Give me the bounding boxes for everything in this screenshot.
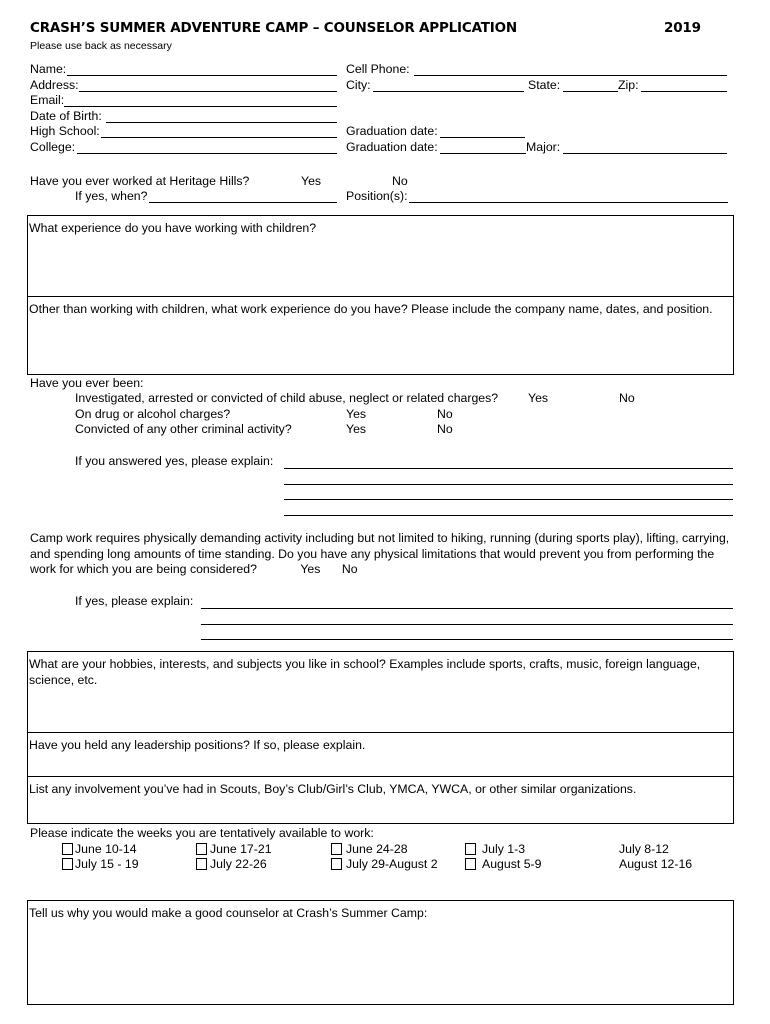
- week-checkbox[interactable]: [465, 843, 476, 855]
- college-graduation-field[interactable]: [440, 153, 526, 154]
- year-label: 2019: [664, 20, 701, 36]
- city-label: City:: [346, 78, 371, 92]
- state-label: State:: [528, 78, 561, 92]
- background-explain-line[interactable]: [284, 484, 733, 485]
- background-explain-line[interactable]: [284, 468, 733, 469]
- week-label: August 5-9: [482, 857, 542, 871]
- hs-graduation-field[interactable]: [440, 137, 525, 138]
- physical-explain-line[interactable]: [201, 624, 733, 625]
- heritage-yes[interactable]: Yes: [301, 174, 322, 188]
- leadership-box[interactable]: [27, 732, 734, 777]
- college-label: College:: [30, 140, 76, 154]
- background-q1-yes[interactable]: Yes: [528, 391, 549, 405]
- week-checkbox[interactable]: [331, 858, 342, 870]
- week-checkbox[interactable]: [196, 858, 207, 870]
- background-q1-no[interactable]: No: [619, 391, 635, 405]
- week-label: July 1-3: [482, 842, 526, 856]
- dob-label: Date of Birth:: [30, 109, 102, 123]
- state-field[interactable]: [563, 91, 618, 92]
- physical-explain-label: If yes, please explain:: [75, 594, 194, 608]
- high-school-label: High School:: [30, 124, 100, 138]
- hobbies-box[interactable]: [27, 651, 734, 733]
- week-label: August 12-16: [619, 857, 693, 871]
- email-field[interactable]: [64, 106, 337, 107]
- heritage-when-field[interactable]: [149, 202, 337, 203]
- children-experience-prompt: What experience do you have working with children?: [29, 221, 317, 235]
- good-counselor-box[interactable]: [27, 900, 734, 1005]
- page-title: CRASH’S SUMMER ADVENTURE CAMP – COUNSELOR APPLICATION: [30, 20, 517, 36]
- cell-phone-label: Cell Phone:: [346, 62, 410, 76]
- zip-field[interactable]: [641, 91, 727, 92]
- background-intro: Have you ever been:: [30, 376, 144, 390]
- background-q2-yes[interactable]: Yes: [346, 407, 367, 421]
- work-experience-box[interactable]: [27, 296, 734, 375]
- week-checkbox[interactable]: [331, 843, 342, 855]
- background-q3-yes[interactable]: Yes: [346, 422, 367, 436]
- heritage-question: Have you ever worked at Heritage Hills?: [30, 174, 250, 188]
- children-experience-box[interactable]: [27, 215, 734, 297]
- week-checkbox[interactable]: [62, 843, 73, 855]
- high-school-field[interactable]: [101, 137, 337, 138]
- physical-requirements-text: [30, 531, 730, 578]
- physical-yes[interactable]: Yes: [300, 562, 321, 577]
- physical-explain-line[interactable]: [201, 608, 733, 609]
- city-field[interactable]: [373, 91, 524, 92]
- work-experience-prompt: Other than working with children, what work experience do you have? Please include the company name, dates, and position.: [29, 302, 713, 316]
- background-explain-line[interactable]: [284, 499, 733, 500]
- week-label: July 22-26: [210, 857, 267, 871]
- leadership-prompt: Have you held any leadership positions? If so, please explain.: [29, 738, 366, 752]
- background-q3-no[interactable]: No: [437, 422, 453, 436]
- background-explain-label: If you answered yes, please explain:: [75, 454, 274, 468]
- email-label: Email:: [30, 93, 65, 107]
- address-field[interactable]: [79, 91, 337, 92]
- major-field[interactable]: [563, 153, 727, 154]
- background-q1: Investigated, arrested or convicted of child abuse, neglect or related charges?: [75, 391, 499, 405]
- hobbies-prompt: What are your hobbies, interests, and subjects you like in school? Examples include sports, crafts, music, foreign language, science, etc.: [29, 657, 701, 687]
- background-q3: Convicted of any other criminal activity?: [75, 422, 292, 436]
- week-label: July 29-August 2: [346, 857, 438, 871]
- week-label: July 15 - 19: [75, 857, 139, 871]
- physical-no[interactable]: No: [341, 562, 358, 577]
- good-counselor-prompt: Tell us why you would make a good counselor at Crash’s Summer Camp:: [29, 906, 428, 920]
- involvement-box[interactable]: [27, 776, 734, 824]
- college-graduation-label: Graduation date:: [346, 140, 438, 154]
- week-checkbox[interactable]: [196, 843, 207, 855]
- background-explain-line[interactable]: [284, 515, 733, 516]
- college-field[interactable]: [77, 153, 337, 154]
- physical-text: Camp work requires physically demanding activity including but not limited to hiking, running (during sports play), lifting, carrying, and spending long amounts of time standing. Do you have any physical limitations that would prevent you from performing the work for which you are being considered?: [30, 531, 730, 577]
- week-label: July 8-12: [619, 842, 669, 856]
- heritage-when-label: If yes, when?: [75, 189, 148, 203]
- background-q2-no[interactable]: No: [437, 407, 453, 421]
- address-label: Address:: [30, 78, 79, 92]
- heritage-positions-label: Position(s):: [346, 189, 408, 203]
- week-checkbox[interactable]: [62, 858, 73, 870]
- heritage-no[interactable]: No: [392, 174, 408, 188]
- weeks-intro: Please indicate the weeks you are tentatively available to work:: [30, 826, 374, 840]
- week-label: June 10-14: [75, 842, 137, 856]
- name-field[interactable]: [67, 75, 337, 76]
- week-checkbox[interactable]: [465, 858, 476, 870]
- heritage-positions-field[interactable]: [409, 202, 728, 203]
- hs-graduation-label: Graduation date:: [346, 124, 438, 138]
- dob-field[interactable]: [106, 122, 337, 123]
- name-label: Name:: [30, 62, 67, 76]
- header-note: Please use back as necessary: [30, 40, 172, 52]
- cell-phone-field[interactable]: [414, 75, 727, 76]
- major-label: Major:: [526, 140, 561, 154]
- week-label: June 17-21: [210, 842, 272, 856]
- involvement-prompt: List any involvement you’ve had in Scouts, Boy’s Club/Girl’s Club, YMCA, YWCA, or other similar organizations.: [29, 782, 637, 796]
- physical-explain-line[interactable]: [201, 639, 733, 640]
- background-q2: On drug or alcohol charges?: [75, 407, 231, 421]
- zip-label: Zip:: [618, 78, 639, 92]
- week-label: June 24-28: [346, 842, 408, 856]
